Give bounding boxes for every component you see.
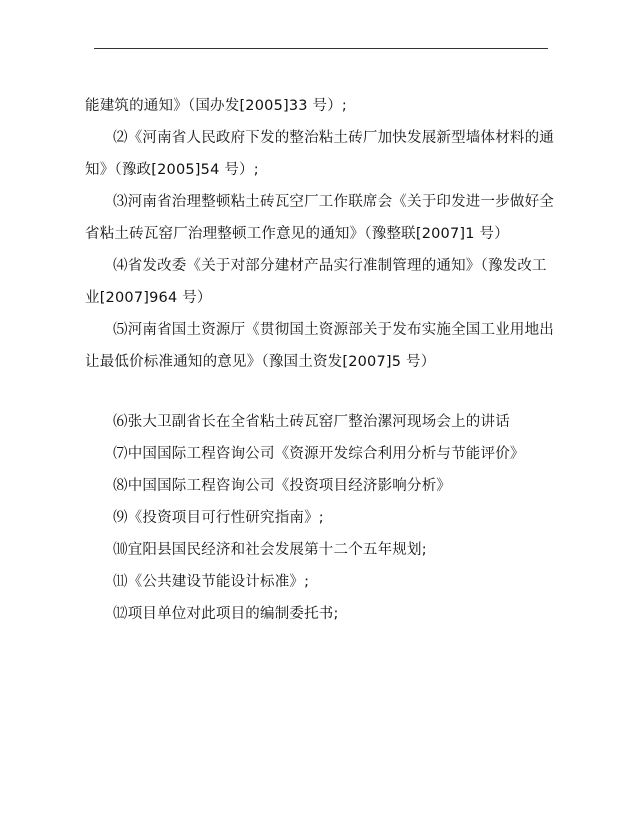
reference-item-3: ⑶河南省治理整顿粘土砖瓦空厂工作联席会《关于印发进一步做好全省粘土砖瓦窑厂治理整顿工作意见的通知》（豫整联[2007]1 号） bbox=[85, 194, 554, 242]
reference-item-12: ⑿项目单位对此项目的编制委托书; bbox=[113, 606, 339, 622]
reference-item-6: ⑹张大卫副省长在全省粘土砖瓦窑厂整治漯河现场会上的讲话 bbox=[113, 414, 510, 430]
reference-item-8: ⑻中国国际工程咨询公司《投资项目经济影响分析》 bbox=[113, 478, 452, 494]
paragraph-continuation: 能建筑的通知》（国办发[2005]33 号）; bbox=[85, 98, 348, 114]
reference-item-9: ⑼《投资项目可行性研究指南》; bbox=[113, 510, 324, 526]
reference-item-2: ⑵《河南省人民政府下发的整治粘土砖厂加快发展新型墙体材料的通知》（豫政[2005]54 号）; bbox=[85, 130, 554, 178]
header-rule bbox=[94, 48, 548, 49]
reference-item-7: ⑺中国国际工程咨询公司《资源开发综合利用分析与节能评价》 bbox=[113, 446, 525, 462]
reference-item-5: ⑸河南省国土资源厅《贯彻国土资源部关于发布实施全国工业用地出让最低价标准通知的意见》（豫国土资发[2007]5 号） bbox=[85, 322, 554, 370]
document-body bbox=[85, 90, 555, 630]
reference-item-11: ⑾《公共建设节能设计标准》; bbox=[113, 574, 310, 590]
paragraph-spacer bbox=[85, 378, 555, 406]
reference-item-4: ⑷省发改委《关于对部分建材产品实行准制管理的通知》（豫发改工业[2007]964 号） bbox=[85, 258, 547, 306]
reference-item-10: ⑽宜阳县国民经济和社会发展第十二个五年规划; bbox=[113, 542, 427, 558]
